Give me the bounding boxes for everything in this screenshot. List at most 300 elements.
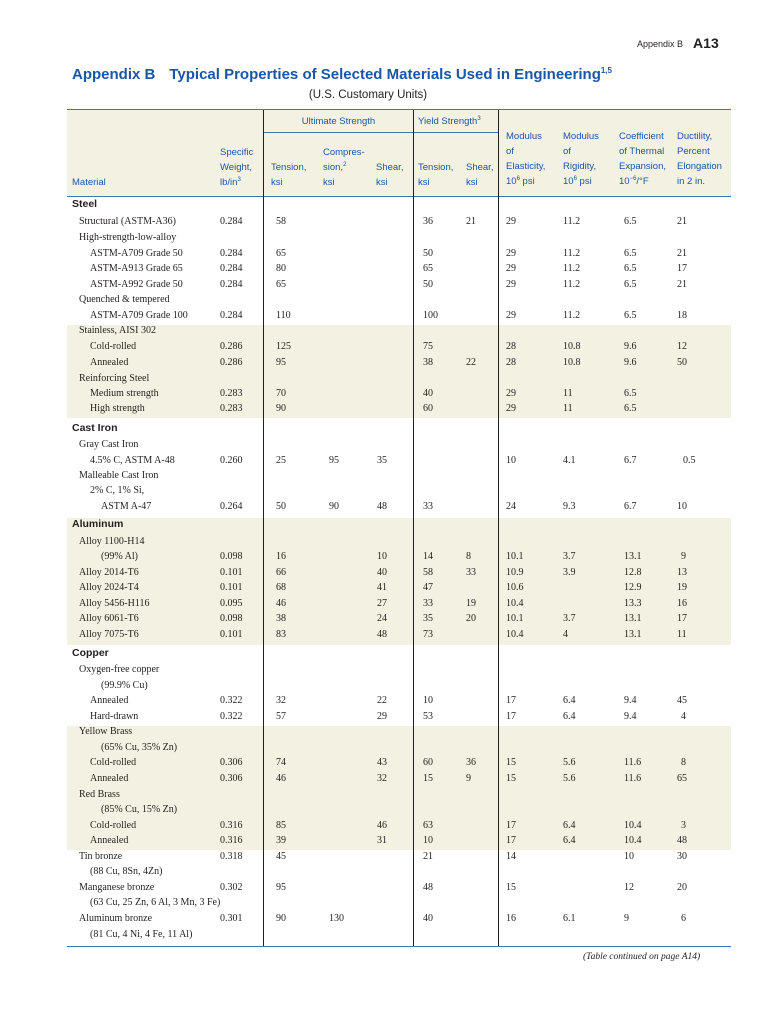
header-modulus-elasticity: [506, 129, 545, 189]
cell-modulus-rigidity: 6.4: [563, 711, 576, 722]
page-number: A13: [693, 35, 719, 51]
section-heading: Cast Iron: [72, 422, 118, 434]
header-yield-tension: [418, 160, 453, 190]
cell-modulus-elasticity: 10.1: [506, 613, 524, 624]
header-specific-weight-text: Specific: [220, 147, 254, 158]
cell-ductility: 8: [681, 757, 686, 768]
cell-ductility: 13: [677, 567, 687, 578]
header-thermal-expansion: [619, 129, 666, 189]
cell-material: Malleable Cast Iron: [79, 470, 159, 481]
cell-modulus-rigidity: 3.7: [563, 551, 576, 562]
cell-material: Annealed: [90, 357, 129, 368]
header-compression-sup: 2: [343, 162, 347, 168]
cell-thermal-expansion: 12: [624, 882, 634, 893]
cell-modulus-elasticity: 10.4: [506, 629, 524, 640]
cell-yield-tension: 48: [423, 882, 433, 893]
cell-ult-shear: 48: [377, 501, 387, 512]
cell-specific-weight: 0.284: [220, 279, 243, 290]
header-ductility-text: Elongation: [677, 161, 722, 172]
header-ductility-text: in 2 in.: [677, 176, 705, 187]
header-modulus-elasticity-text: 10: [506, 176, 517, 187]
cell-ult-tension: 110: [276, 310, 291, 321]
cell-modulus-elasticity: 14: [506, 851, 516, 862]
header-modulus-rigidity-sup: 6: [573, 176, 577, 182]
cell-specific-weight: 0.316: [220, 820, 243, 831]
group-header-rule: [264, 132, 498, 133]
cell-thermal-expansion: 12.9: [624, 582, 642, 593]
header-yield-shear-text: ksi: [466, 177, 478, 188]
cell-modulus-elasticity: 15: [506, 757, 516, 768]
cell-ult-shear: 31: [377, 835, 387, 846]
page-title: [72, 66, 752, 83]
cell-material: Cold-rolled: [90, 757, 137, 768]
cell-specific-weight: 0.101: [220, 629, 243, 640]
cell-ult-tension: 25: [276, 455, 286, 466]
cell-modulus-elasticity: 28: [506, 357, 516, 368]
cell-modulus-elasticity: 29: [506, 310, 516, 321]
cell-material: High strength: [90, 403, 145, 414]
cell-modulus-elasticity: 17: [506, 695, 516, 706]
cell-modulus-elasticity: 29: [506, 263, 516, 274]
cell-ductility: 0.5: [683, 455, 696, 466]
header-bottom-rule: [67, 196, 731, 197]
cell-specific-weight: 0.302: [220, 882, 243, 893]
cell-specific-weight: 0.286: [220, 341, 243, 352]
cell-specific-weight: 0.260: [220, 455, 243, 466]
cell-ult-compression: 130: [329, 913, 344, 924]
header-compression-text: sion,: [323, 162, 344, 173]
cell-ult-tension: 80: [276, 263, 286, 274]
cell-ult-shear: 22: [377, 695, 387, 706]
cell-yield-tension: 40: [423, 388, 433, 399]
cell-specific-weight: 0.284: [220, 310, 243, 321]
header-material: [72, 175, 106, 190]
cell-thermal-expansion: 6.5: [624, 279, 637, 290]
cell-ductility: 6: [681, 913, 686, 924]
cell-modulus-rigidity: 6.4: [563, 835, 576, 846]
continued-note: (Table continued on page A14): [583, 952, 701, 962]
cell-ult-shear: 48: [377, 629, 387, 640]
header-specific-weight-text: Weight,: [220, 162, 253, 173]
cell-thermal-expansion: 6.5: [624, 216, 637, 227]
cell-ult-tension: 16: [276, 551, 286, 562]
cell-material: ASTM-A709 Grade 50: [90, 248, 183, 259]
cell-yield-tension: 35: [423, 613, 433, 624]
cell-yield-tension: 36: [423, 216, 433, 227]
cell-specific-weight: 0.316: [220, 835, 243, 846]
cell-yield-tension: 15: [423, 773, 433, 784]
cell-ult-tension: 38: [276, 613, 286, 624]
cell-specific-weight: 0.322: [220, 711, 243, 722]
cell-material: Reinforcing Steel: [79, 373, 150, 384]
cell-material: 2% C, 1% Si,: [90, 485, 145, 496]
cell-modulus-elasticity: 10.4: [506, 598, 524, 609]
cell-thermal-expansion: 9.4: [624, 711, 637, 722]
header-specific-weight-text: lb/in: [220, 177, 238, 188]
header-yield-strength-text: Yield Strength: [418, 116, 478, 127]
cell-ult-tension: 83: [276, 629, 286, 640]
cell-material: Gray Cast Iron: [79, 439, 139, 450]
cell-material: Alloy 7075-T6: [79, 629, 139, 640]
cell-ductility: 11: [677, 629, 687, 640]
cell-material: High-strength-low-alloy: [79, 232, 177, 243]
cell-modulus-rigidity: 10.8: [563, 357, 581, 368]
cell-material: Cold-rolled: [90, 820, 137, 831]
cell-modulus-rigidity: 6.4: [563, 695, 576, 706]
cell-yield-shear: 22: [466, 357, 476, 368]
header-modulus-elasticity-text: Modulus: [506, 131, 542, 142]
cell-thermal-expansion: 13.1: [624, 629, 642, 640]
header-modulus-elasticity-text: of: [506, 146, 514, 157]
cell-ult-compression: 90: [329, 501, 339, 512]
cell-ult-shear: 32: [377, 773, 387, 784]
column-rule: [498, 110, 499, 946]
header-compression-text: Compres-: [323, 147, 365, 158]
cell-material: 4.5% C, ASTM A-48: [90, 455, 175, 466]
cell-modulus-rigidity: 6.1: [563, 913, 576, 924]
cell-ductility: 21: [677, 216, 687, 227]
cell-yield-tension: 100: [423, 310, 438, 321]
cell-ductility: 18: [677, 310, 687, 321]
cell-yield-tension: 38: [423, 357, 433, 368]
cell-modulus-elasticity: 29: [506, 279, 516, 290]
table-top-rule: [67, 109, 731, 110]
header-modulus-rigidity-text: Modulus: [563, 131, 599, 142]
cell-ult-tension: 68: [276, 582, 286, 593]
cell-specific-weight: 0.098: [220, 613, 243, 624]
cell-ductility: 17: [677, 613, 687, 624]
cell-material: Alloy 5456-H116: [79, 598, 150, 609]
subtitle: (U.S. Customary Units): [308, 89, 428, 101]
header-modulus-elasticity-text: Elasticity,: [506, 161, 546, 172]
cell-yield-tension: 65: [423, 263, 433, 274]
cell-ult-shear: 40: [377, 567, 387, 578]
cell-modulus-rigidity: 9.3: [563, 501, 576, 512]
cell-yield-tension: 33: [423, 501, 433, 512]
cell-material: Yellow Brass: [79, 726, 133, 737]
cell-specific-weight: 0.283: [220, 388, 243, 399]
cell-modulus-rigidity: 11.2: [563, 279, 581, 290]
cell-ult-tension: 39: [276, 835, 286, 846]
cell-material: Hard-drawn: [90, 711, 139, 722]
cell-material: (85% Cu, 15% Zn): [101, 804, 178, 815]
cell-thermal-expansion: 9.4: [624, 695, 637, 706]
cell-ult-tension: 32: [276, 695, 286, 706]
cell-ult-tension: 95: [276, 357, 286, 368]
cell-ult-shear: 43: [377, 757, 387, 768]
cell-ductility: 21: [677, 279, 687, 290]
header-thermal-expansion-text: of Thermal: [619, 146, 665, 157]
cell-thermal-expansion: 9.6: [624, 341, 637, 352]
cell-thermal-expansion: 9: [624, 913, 629, 924]
column-rule: [413, 110, 414, 946]
cell-specific-weight: 0.322: [220, 695, 243, 706]
header-modulus-rigidity-text: 10: [563, 176, 574, 187]
header-material-text: Material: [72, 177, 106, 188]
header-yield-shear-text: Shear,: [466, 162, 494, 173]
cell-thermal-expansion: 6.5: [624, 263, 637, 274]
cell-material: Red Brass: [79, 789, 120, 800]
cell-specific-weight: 0.284: [220, 248, 243, 259]
cell-thermal-expansion: 6.7: [624, 501, 637, 512]
cell-specific-weight: 0.264: [220, 501, 243, 512]
header-yield-strength: [418, 114, 481, 129]
cell-thermal-expansion: 6.5: [624, 403, 637, 414]
cell-material: (81 Cu, 4 Ni, 4 Fe, 11 Al): [90, 929, 193, 940]
header-thermal-expansion-text: /°F: [636, 176, 649, 187]
title-text: Typical Properties of Selected Materials Used in Engineering: [169, 66, 601, 83]
cell-ult-tension: 65: [276, 248, 286, 259]
cell-material: Cold-rolled: [90, 341, 137, 352]
cell-modulus-rigidity: 5.6: [563, 773, 576, 784]
cell-modulus-elasticity: 29: [506, 216, 516, 227]
cell-material: Stainless, AISI 302: [79, 325, 156, 336]
cell-modulus-elasticity: 15: [506, 773, 516, 784]
header-ult-tension-text: Tension,: [271, 162, 307, 173]
cell-modulus-elasticity: 29: [506, 388, 516, 399]
header-thermal-expansion-text: 10: [619, 176, 630, 187]
cell-specific-weight: 0.101: [220, 567, 243, 578]
cell-material: Annealed: [90, 773, 129, 784]
cell-ult-tension: 90: [276, 403, 286, 414]
cell-thermal-expansion: 9.6: [624, 357, 637, 368]
cell-modulus-elasticity: 24: [506, 501, 516, 512]
cell-ult-tension: 57: [276, 711, 286, 722]
header-modulus-rigidity-text: Rigidity,: [563, 161, 597, 172]
cell-ult-tension: 125: [276, 341, 291, 352]
cell-modulus-elasticity: 29: [506, 248, 516, 259]
cell-modulus-rigidity: 10.8: [563, 341, 581, 352]
cell-material: Oxygen-free copper: [79, 664, 160, 675]
cell-ductility: 48: [677, 835, 687, 846]
cell-material: (99.9% Cu): [101, 680, 148, 691]
cell-thermal-expansion: 6.5: [624, 388, 637, 399]
cell-ult-shear: 10: [377, 551, 387, 562]
cell-modulus-elasticity: 15: [506, 882, 516, 893]
cell-specific-weight: 0.095: [220, 598, 243, 609]
cell-yield-shear: 33: [466, 567, 476, 578]
running-head: [637, 35, 719, 51]
cell-ductility: 3: [681, 820, 686, 831]
cell-material: Aluminum bronze: [79, 913, 153, 924]
cell-specific-weight: 0.283: [220, 403, 243, 414]
header-modulus-elasticity-sup: 6: [516, 176, 520, 182]
cell-thermal-expansion: 13.1: [624, 613, 642, 624]
cell-thermal-expansion: 6.5: [624, 248, 637, 259]
cell-yield-shear: 8: [466, 551, 471, 562]
cell-specific-weight: 0.101: [220, 582, 243, 593]
cell-modulus-elasticity: 10.1: [506, 551, 524, 562]
header-modulus-rigidity-text: of: [563, 146, 571, 157]
header-ultimate-strength-text: Ultimate Strength: [301, 116, 376, 127]
cell-yield-shear: 21: [466, 216, 476, 227]
cell-material: (63 Cu, 25 Zn, 6 Al, 3 Mn, 3 Fe): [90, 897, 221, 908]
cell-modulus-rigidity: 11.2: [563, 216, 581, 227]
cell-material: Manganese bronze: [79, 882, 155, 893]
cell-material: Annealed: [90, 695, 129, 706]
cell-modulus-rigidity: 4: [563, 629, 568, 640]
cell-material: Medium strength: [90, 388, 159, 399]
cell-ult-tension: 65: [276, 279, 286, 290]
cell-yield-tension: 47: [423, 582, 433, 593]
cell-ult-tension: 50: [276, 501, 286, 512]
cell-ult-tension: 70: [276, 388, 286, 399]
header-ult-tension-text: ksi: [271, 177, 283, 188]
cell-ult-shear: 27: [377, 598, 387, 609]
header-ultimate-strength: [264, 114, 413, 129]
cell-ult-tension: 58: [276, 216, 286, 227]
cell-ult-tension: 90: [276, 913, 286, 924]
cell-specific-weight: 0.098: [220, 551, 243, 562]
cell-material: Tin bronze: [79, 851, 123, 862]
cell-modulus-rigidity: 11: [563, 403, 573, 414]
cell-specific-weight: 0.284: [220, 263, 243, 274]
title-label: Appendix B: [72, 66, 156, 83]
cell-thermal-expansion: 10.4: [624, 835, 642, 846]
cell-ult-compression: 95: [329, 455, 339, 466]
header-yield-tension-text: Tension,: [418, 162, 454, 173]
header-ult-tension: [271, 160, 306, 190]
cell-thermal-expansion: 13.3: [624, 598, 642, 609]
cell-material: (65% Cu, 35% Zn): [101, 742, 178, 753]
cell-yield-tension: 53: [423, 711, 433, 722]
section-heading: Copper: [72, 647, 109, 659]
cell-modulus-elasticity: 17: [506, 835, 516, 846]
cell-modulus-elasticity: 29: [506, 403, 516, 414]
cell-ductility: 16: [677, 598, 687, 609]
cell-modulus-rigidity: 11.2: [563, 310, 581, 321]
cell-material: Alloy 6061-T6: [79, 613, 139, 624]
cell-material: Alloy 2024-T4: [79, 582, 139, 593]
cell-specific-weight: 0.286: [220, 357, 243, 368]
header-yield-tension-text: ksi: [418, 177, 430, 188]
header-thermal-expansion-text: Expansion,: [619, 161, 667, 172]
header-ult-shear: [376, 160, 403, 190]
cell-yield-tension: 33: [423, 598, 433, 609]
section-heading: Aluminum: [72, 518, 124, 530]
cell-modulus-rigidity: 4.1: [563, 455, 576, 466]
cell-yield-tension: 73: [423, 629, 433, 640]
header-ductility: [677, 129, 722, 189]
cell-specific-weight: 0.318: [220, 851, 243, 862]
running-head-label: Appendix B: [637, 39, 684, 49]
cell-thermal-expansion: 10.4: [624, 820, 642, 831]
header-modulus-rigidity-text: psi: [576, 176, 592, 187]
header-modulus-rigidity: [563, 129, 599, 189]
cell-modulus-elasticity: 10.9: [506, 567, 524, 578]
cell-ult-tension: 46: [276, 598, 286, 609]
cell-ult-tension: 74: [276, 757, 286, 768]
cell-ductility: 20: [677, 882, 687, 893]
cell-thermal-expansion: 12.8: [624, 567, 642, 578]
header-ductility-text: Percent: [677, 146, 710, 157]
cell-ult-tension: 85: [276, 820, 286, 831]
cell-modulus-elasticity: 10: [506, 455, 516, 466]
cell-yield-tension: 14: [423, 551, 433, 562]
header-modulus-elasticity-text: psi: [519, 176, 535, 187]
cell-material: ASTM-A709 Grade 100: [90, 310, 188, 321]
cell-yield-shear: 9: [466, 773, 471, 784]
cell-ductility: 21: [677, 248, 687, 259]
header-compression: [323, 145, 365, 190]
cell-yield-tension: 50: [423, 279, 433, 290]
cell-material: Quenched & tempered: [79, 294, 170, 305]
cell-ductility: 4: [681, 711, 686, 722]
cell-thermal-expansion: 13.1: [624, 551, 642, 562]
cell-ult-shear: 29: [377, 711, 387, 722]
cell-ductility: 50: [677, 357, 687, 368]
cell-material: ASTM-A992 Grade 50: [90, 279, 183, 290]
cell-material: Alloy 2014-T6: [79, 567, 139, 578]
cell-ult-tension: 46: [276, 773, 286, 784]
column-rule: [263, 110, 264, 946]
cell-ductility: 45: [677, 695, 687, 706]
cell-modulus-rigidity: 11: [563, 388, 573, 399]
cell-yield-tension: 10: [423, 695, 433, 706]
cell-ductility: 12: [677, 341, 687, 352]
cell-modulus-elasticity: 28: [506, 341, 516, 352]
cell-yield-tension: 58: [423, 567, 433, 578]
cell-yield-shear: 36: [466, 757, 476, 768]
title-footnote-mark: 1,5: [600, 66, 612, 75]
cell-specific-weight: 0.301: [220, 913, 243, 924]
cell-modulus-elasticity: 17: [506, 820, 516, 831]
header-yield-strength-sup: 3: [477, 116, 481, 122]
cell-ductility: 17: [677, 263, 687, 274]
header-specific-weight: [220, 145, 253, 190]
section-heading: Steel: [72, 198, 98, 210]
cell-modulus-rigidity: 11.2: [563, 263, 581, 274]
cell-ult-shear: 41: [377, 582, 387, 593]
header-compression-text: ksi: [323, 177, 335, 188]
header-ult-shear-text: ksi: [376, 177, 388, 188]
cell-ult-shear: 24: [377, 613, 387, 624]
cell-ult-tension: 95: [276, 882, 286, 893]
cell-material: (88 Cu, 8Sn, 4Zn): [90, 866, 163, 877]
cell-material: Alloy 1100-H14: [79, 536, 145, 547]
header-thermal-expansion-text: Coefficient: [619, 131, 664, 142]
cell-specific-weight: 0.306: [220, 773, 243, 784]
cell-yield-tension: 63: [423, 820, 433, 831]
cell-thermal-expansion: 11.6: [624, 757, 642, 768]
cell-modulus-rigidity: 5.6: [563, 757, 576, 768]
cell-modulus-elasticity: 10.6: [506, 582, 524, 593]
cell-modulus-rigidity: 3.7: [563, 613, 576, 624]
cell-yield-tension: 60: [423, 403, 433, 414]
cell-modulus-rigidity: 6.4: [563, 820, 576, 831]
header-specific-weight-sup: 3: [237, 177, 241, 183]
cell-yield-tension: 10: [423, 835, 433, 846]
cell-ductility: 65: [677, 773, 687, 784]
cell-specific-weight: 0.306: [220, 757, 243, 768]
cell-yield-tension: 40: [423, 913, 433, 924]
header-ult-shear-text: Shear,: [376, 162, 404, 173]
cell-ductility: 19: [677, 582, 687, 593]
cell-material: ASTM A-47: [101, 501, 152, 512]
cell-specific-weight: 0.284: [220, 216, 243, 227]
cell-yield-tension: 21: [423, 851, 433, 862]
cell-modulus-rigidity: 11.2: [563, 248, 581, 259]
cell-ductility: 9: [681, 551, 686, 562]
header-yield-shear: [466, 160, 493, 190]
header-ductility-text: Ductility,: [677, 131, 713, 142]
header-thermal-expansion-sup: −6: [629, 176, 637, 182]
cell-ductility: 10: [677, 501, 687, 512]
cell-ult-tension: 45: [276, 851, 286, 862]
cell-yield-tension: 75: [423, 341, 433, 352]
cell-yield-tension: 50: [423, 248, 433, 259]
cell-ductility: 30: [677, 851, 687, 862]
